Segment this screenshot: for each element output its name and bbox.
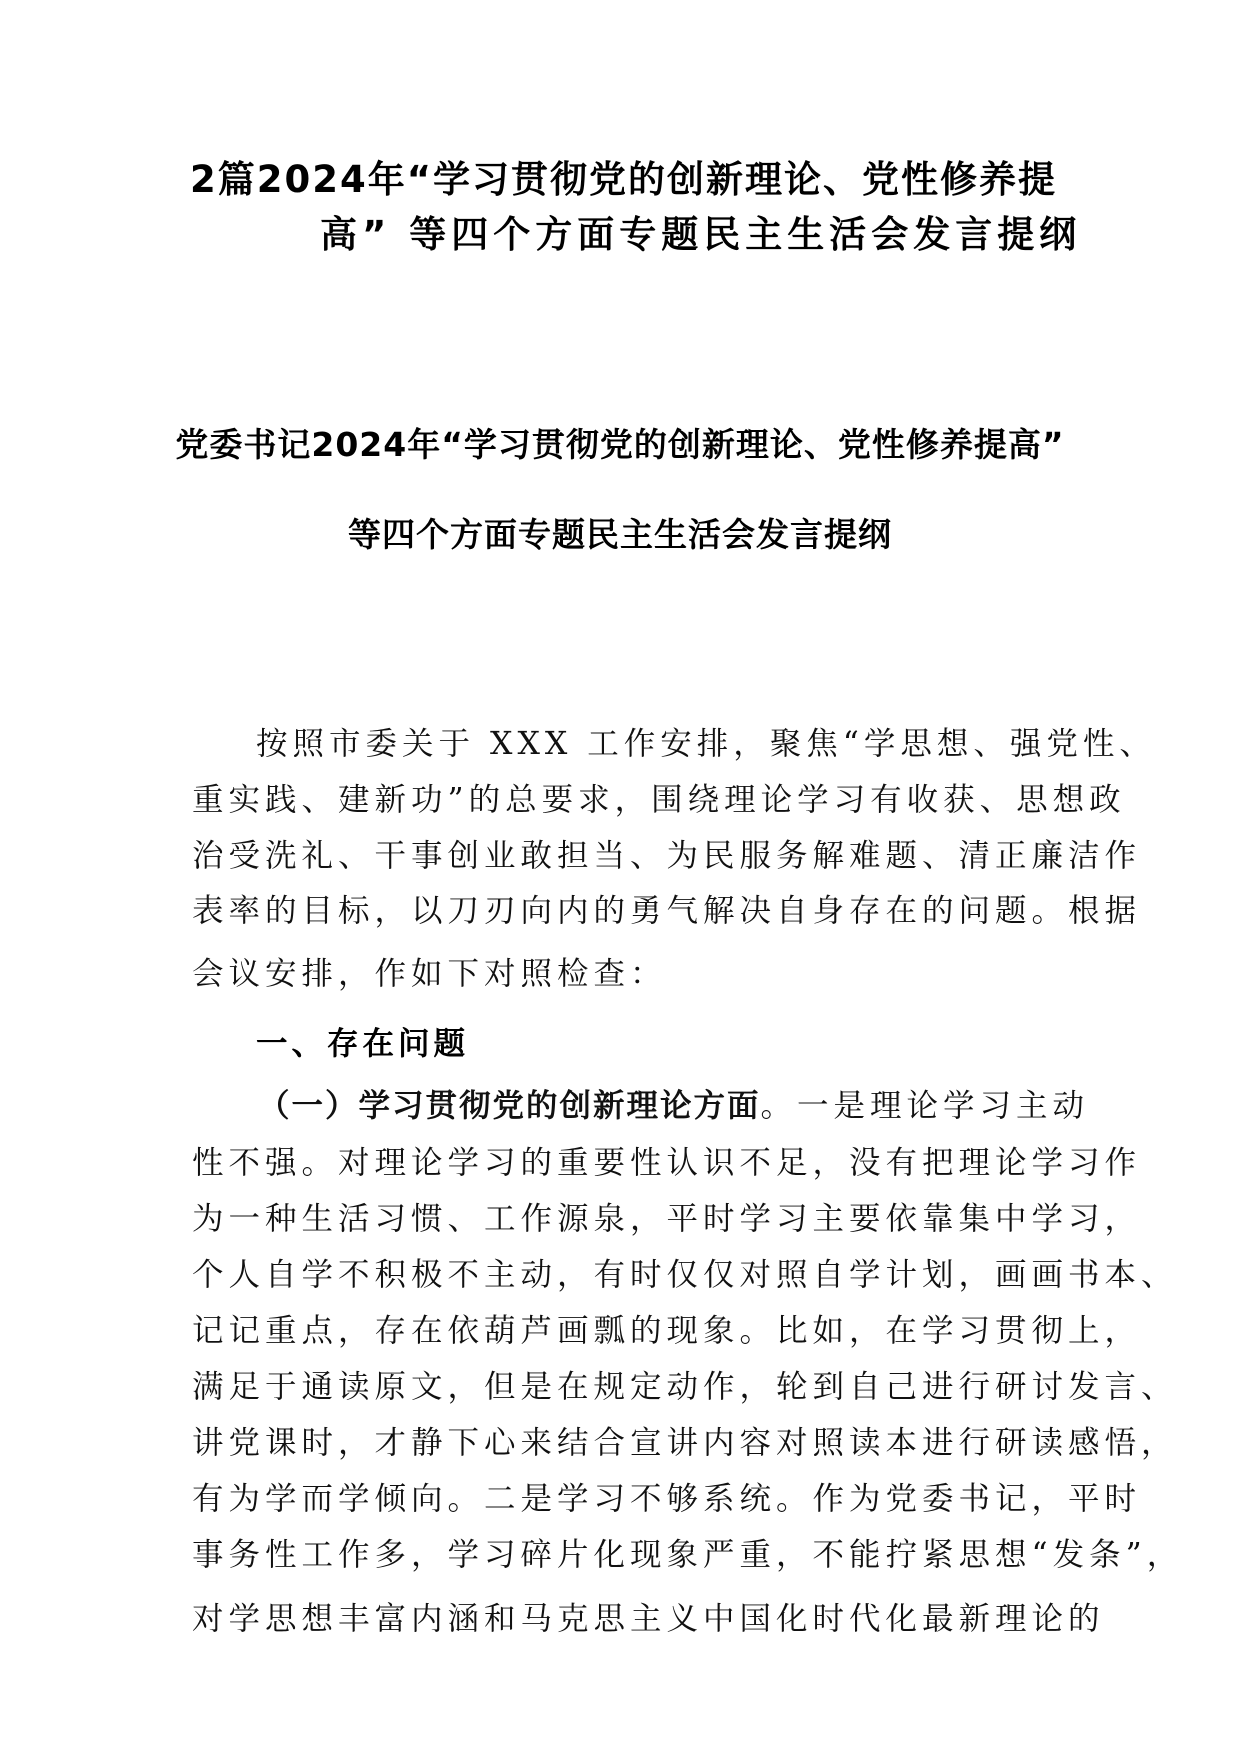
subsection-title: （一）学习贯彻党的创新理论方面	[258, 1088, 761, 1124]
document-title-line-2: 等四个方面专题民主生活会发言提纲	[348, 515, 892, 554]
intro-line-4: 表率的目标，以刀刃向内的勇气解决自身存在的问题。根据	[192, 893, 1142, 929]
document-title-line-1: 党委书记2024年“学习贯彻党的创新理论、党性修养提高”	[175, 425, 1065, 464]
body-line-2: 为一种生活习惯、工作源泉，平时学习主要依靠集中学习，	[192, 1201, 1142, 1237]
intro-line-3: 治受洗礼、干事创业敢担当、为民服务解难题、清正廉洁作	[192, 838, 1142, 874]
body-line-9: 对学思想丰富内涵和马克思主义中国化时代化最新理论的	[192, 1601, 1105, 1637]
body-line-4: 记记重点，存在依葫芦画瓢的现象。比如，在学习贯彻上，	[192, 1313, 1142, 1349]
body-line-7: 有为学而学倾向。二是学习不够系统。作为党委书记，平时	[192, 1481, 1142, 1517]
section-heading-problems: 一、存在问题	[256, 1026, 470, 1062]
subsection-line-1-rest: 。一是理论学习主动	[760, 1088, 1090, 1124]
body-line-5: 满足于通读原文，但是在规定动作，轮到自己进行研讨发言、	[192, 1369, 1178, 1405]
cover-title-line-2: 高” 等四个方面专题民主生活会发言提纲	[320, 213, 1082, 256]
cover-title-line-1: 2篇2024年“学习贯彻党的创新理论、党性修养提	[190, 158, 1058, 201]
body-line-6: 讲党课时，才静下心来结合宣讲内容对照读本进行研读感悟，	[192, 1425, 1178, 1461]
subsection-line-1	[258, 1084, 1118, 1128]
intro-line-2: 重实践、建新功”的总要求，围绕理论学习有收获、思想政	[192, 782, 1126, 818]
body-line-8: 事务性工作多，学习碎片化现象严重，不能拧紧思想“发条”，	[192, 1537, 1184, 1573]
intro-line-5: 会议安排，作如下对照检查：	[192, 956, 667, 992]
body-line-1: 性不强。对理论学习的重要性认识不足，没有把理论学习作	[192, 1145, 1142, 1181]
body-line-3: 个人自学不积极不主动，有时仅仅对照自学计划，画画书本、	[192, 1257, 1178, 1293]
intro-line-1: 按照市委关于 XXX 工作安排，聚焦“学思想、强党性、	[256, 726, 1156, 762]
